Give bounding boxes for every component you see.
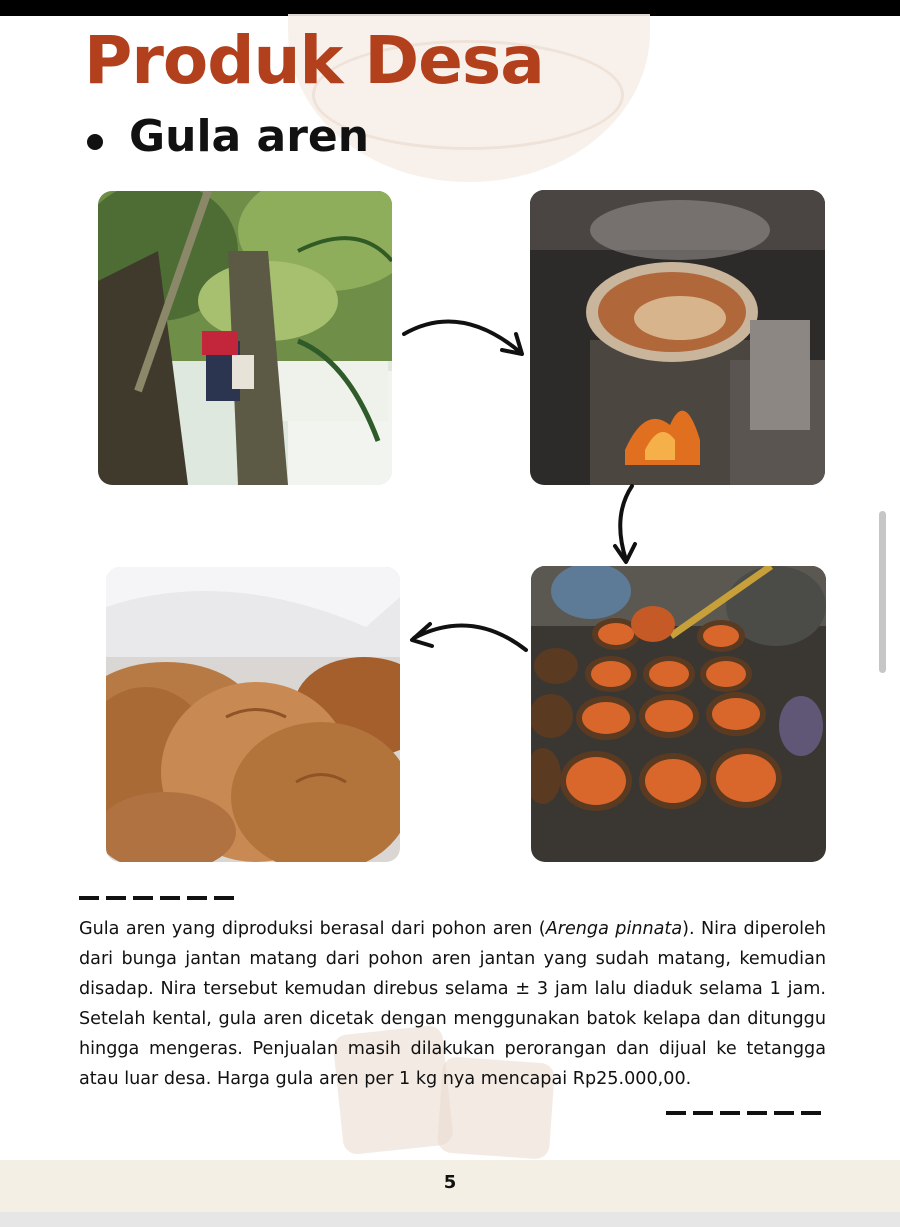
palm-tree-climber-icon <box>98 191 392 485</box>
coconut-shell-molds-icon <box>531 566 826 862</box>
arrow-left-icon <box>402 612 532 656</box>
boiling-pot-icon <box>530 190 825 485</box>
page-number: 5 <box>443 1172 457 1193</box>
product-description <box>79 914 826 1094</box>
photo-boiling-nira <box>530 190 825 485</box>
scrollbar-thumb[interactable] <box>879 511 886 673</box>
section-subtitle: Gula aren <box>129 111 370 162</box>
description-part-2: ). Nira diperoleh dari bunga jantan matang dari pohon aren jantan yang sudah matang, kemudian disadap. Nira tersebut kemudan direbus selama ± 3 jam lalu diaduk selama 1 jam. Setelah kental, gula aren dicetak dengan menggunakan batok kelapa dan ditunggu hingga mengeras. Penjualan masih dilakukan perorangan dan dijual ke tetangga atau luar desa. Harga gula aren per 1 kg nya mencapai Rp25.000,00. <box>79 919 827 1089</box>
photo-palm-sugar-product <box>106 567 400 862</box>
arrow-right-icon <box>400 310 530 362</box>
page-title: Produk Desa <box>84 22 544 99</box>
description-part-1: Gula aren yang diproduksi berasal dari pohon aren ( <box>79 919 546 939</box>
photo-tapping-tree <box>98 191 392 485</box>
arrow-down-icon <box>606 482 646 568</box>
photo-molding-coconut-shells <box>531 566 826 862</box>
bullet-icon <box>87 134 103 150</box>
bottom-strip <box>0 1212 900 1227</box>
palm-sugar-discs-icon <box>106 567 400 862</box>
species-name: Arenga pinnata <box>545 919 683 939</box>
